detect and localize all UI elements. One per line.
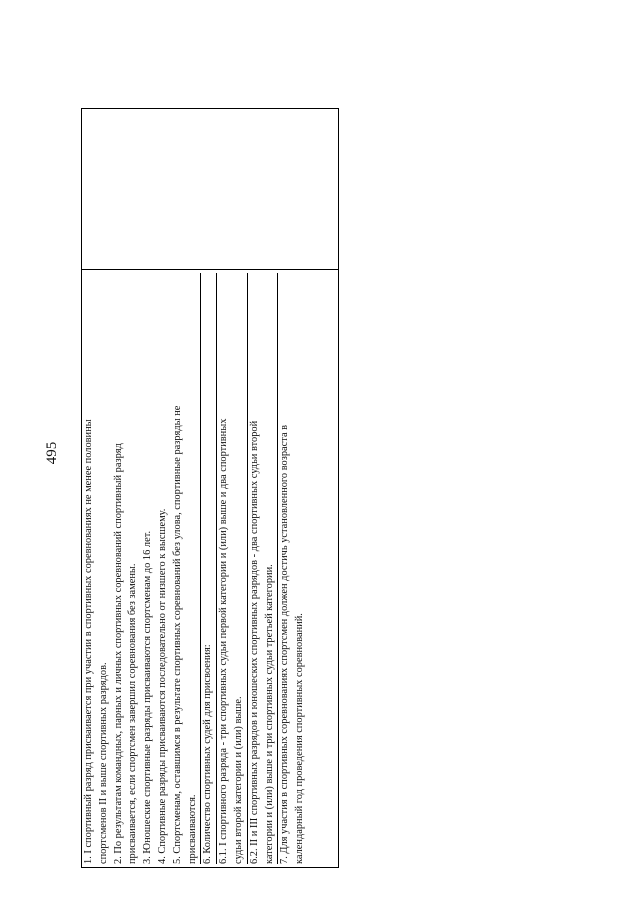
text-line: категории и (или) выше и три спортивных судьи третьей категории. [263,564,275,864]
rules-table [81,108,339,868]
text-line: спортсменов II и выше спортивных разрядов. [97,662,109,864]
text-line: 6.1. I спортивного разряда - три спортивных судьи первой категории и (или) выше и два спортивных [218,418,230,864]
table-row-rule-6-1 [217,273,248,864]
empty-column [82,109,338,269]
text-line: 5. Спортсменам, оставшимся в результате спортивных соревнований без улова, спортивные разряды не [171,405,183,864]
text-line: 6. Количество спортивных судей для присвоения: [202,644,214,864]
text-line: присваиваются. [186,794,198,864]
text-line: 7. Для участия в спортивных соревнованиях спортсмен должен достичь установленного возраста в [279,424,291,864]
table-row-rule-6-2 [248,273,279,864]
text-line: судьи второй категории и (или) выше. [232,696,244,864]
text-line: 3. Юношеские спортивные разряды присваиваются спортсменам до 16 лет. [142,530,154,864]
text-line: 2. По результатам командных, парных и личных спортивных соревнований спортивный разряд [112,443,124,864]
table-row-rule-6 [201,273,217,864]
page-number: 495 [44,441,60,465]
table-row-rule-7 [278,273,308,864]
table-row-rules-1-5 [82,273,201,864]
text-line: 4. Спортивные разряды присваиваются последовательно от низшего к высшему. [156,508,168,864]
rotated-table-wrapper [81,108,339,868]
text-line: 6.2. II и III спортивных разрядов и юношеских спортивных разрядов - два спортивных судьи второй [248,420,260,864]
text-line: 1. I спортивный разряд присваивается при участии в спортивных соревнованиях не менее половины [83,419,94,864]
rules-column [82,269,338,867]
text-line: календарный год проведения спортивных соревнований. [294,613,306,864]
text-line: присваивается, если спортсмен завершил соревнования без замены. [127,563,139,864]
